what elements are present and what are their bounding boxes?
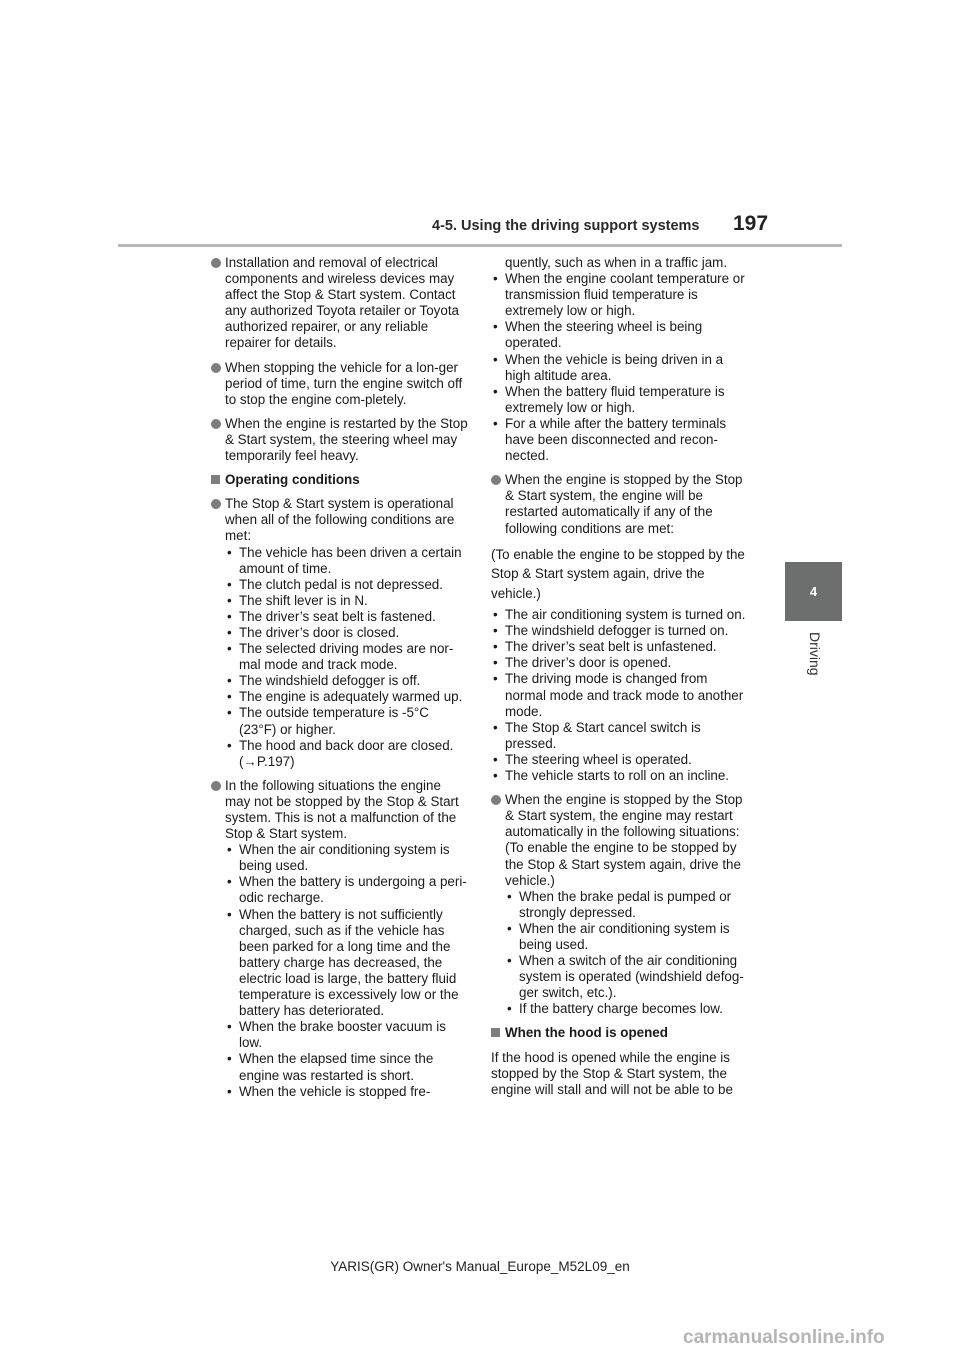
right-column: [491, 255, 749, 1104]
note-paragraph: When the engine is restarted by the Stop & Start system, the steering wheel may temporarily feel heavy.: [211, 416, 469, 464]
auto-restart-list: [505, 889, 749, 1018]
list-item: • When the brake pedal is pumped or strongly depressed.: [505, 889, 749, 921]
list-item: • The driver’s seat belt is unfastened.: [491, 639, 749, 655]
list-item: • The clutch pedal is not depressed.: [225, 577, 469, 593]
list-item: • For a while after the battery terminals have been disconnected and recon-nected.: [491, 416, 749, 464]
list-item: • When the air conditioning system is being used.: [225, 842, 469, 874]
section-title: 4-5. Using the driving support systems: [432, 218, 700, 234]
left-column: [211, 255, 469, 1108]
list-item: • When a switch of the air conditioning system is operated (windshield defog-ger switch, etc.).: [505, 953, 749, 1001]
chapter-tab[interactable]: [785, 562, 842, 621]
note-paragraph: When the engine is stopped by the Stop & Start system, the engine will be restarted automatically if any of the following conditions are met:: [491, 472, 749, 536]
chapter-number: 4: [809, 584, 818, 599]
list-item: • If the battery charge becomes low.: [505, 1001, 749, 1017]
note-paragraph: [491, 792, 749, 1017]
list-item: • When the battery fluid temperature is extremely low or high.: [491, 384, 749, 416]
list-item: • The windshield defogger is turned on.: [491, 623, 749, 639]
list-item: • The vehicle has been driven a certain amount of time.: [225, 545, 469, 577]
list-item: • When the elapsed time since the engine was restarted is short.: [225, 1051, 469, 1083]
note-paragraph: [211, 778, 469, 1100]
list-item: • The driver’s door is closed.: [225, 625, 469, 641]
chapter-name: Driving: [807, 632, 823, 676]
section-heading-operating-conditions: Operating conditions: [211, 472, 469, 488]
note-paragraph: Installation and removal of electrical components and wireless devices may affect the Stop & Start system. Contact any authorized Toyota retailer or Toyota authorized repairer, or any reliable repairer for details.: [211, 255, 469, 352]
situation-list: [225, 842, 469, 1100]
list-item: • When the battery is undergoing a peri-odic recharge.: [225, 874, 469, 906]
list-item: • When the engine coolant temperature or transmission fluid temperature is extremely low or high.: [491, 271, 749, 319]
list-item: • When the battery is not sufficiently charged, such as if the vehicle has been parked for a long time and the battery charge has decreased, the electric load is large, the battery fluid temperature is excessively low or the battery has deteriorated.: [225, 907, 469, 1020]
list-item: • The windshield defogger is off.: [225, 673, 469, 689]
watermark-text: carmanualsonline.info: [683, 1327, 885, 1348]
list-item: • The vehicle starts to roll on an incline.: [491, 768, 749, 784]
section-heading-hood-opened: When the hood is opened: [491, 1025, 749, 1041]
note-text: (To enable the engine to be stopped by the Stop & Start system again, drive the vehicle.): [491, 546, 745, 601]
list-item: • The shift lever is in N.: [225, 593, 469, 609]
list-item: • The driver’s door is opened.: [491, 655, 749, 671]
paragraph-text: The Stop & Start system is operational when all of the following conditions are met:: [225, 496, 455, 544]
restart-condition-list: [491, 607, 749, 784]
list-item: • The driving mode is changed from normal mode and track mode to another mode.: [491, 671, 749, 719]
list-item: • When the steering wheel is being operated.: [491, 319, 749, 351]
footer-manual-id: YARIS(GR) Owner's Manual_Europe_M52L09_en: [330, 1259, 630, 1274]
list-item: • The steering wheel is operated.: [491, 752, 749, 768]
list-item: • When the vehicle is stopped fre-: [225, 1084, 469, 1100]
note-paragraph: [211, 496, 469, 770]
header-divider: [118, 244, 842, 247]
list-item: • The outside temperature is -5°C (23°F) or higher.: [225, 705, 469, 737]
page-number: 197: [733, 212, 769, 235]
list-item: • The engine is adequately warmed up.: [225, 689, 469, 705]
note-paragraph: When stopping the vehicle for a lon-ger period of time, turn the engine switch off to stop the engine com-pletely.: [211, 360, 469, 408]
list-item: • The air conditioning system is turned on.: [491, 607, 749, 623]
situation-list-continued: [491, 255, 749, 464]
paragraph-text: When the engine is stopped by the Stop & Start system, the engine may restart automatically in the following situations: (To enable the engine to be stopped by the Stop & Start system again, drive the vehicle.): [505, 792, 743, 888]
list-item: • The Stop & Start cancel switch is pressed.: [491, 720, 749, 752]
list-item: • The driver’s seat belt is fastened.: [225, 609, 469, 625]
condition-list: [225, 545, 469, 770]
list-item: • The selected driving modes are nor-mal mode and track mode.: [225, 641, 469, 673]
list-item-page-reference[interactable]: • The hood and back door are closed. (→P.197): [225, 738, 469, 770]
list-item-continuation: quently, such as when in a traffic jam.: [505, 255, 728, 270]
paragraph-text: In the following situations the engine may not be stopped by the Stop & Start system. This is not a malfunction of the Stop & Start system.: [225, 777, 459, 842]
paragraph-text: If the hood is opened while the engine is stopped by the Stop & Start system, the engine will stall and will not be able to be: [491, 1049, 733, 1097]
list-item: • When the vehicle is being driven in a high altitude area.: [491, 352, 749, 384]
chapter-label-wrapper: [805, 632, 825, 692]
list-item: • When the air conditioning system is being used.: [505, 921, 749, 953]
list-item: • When the brake booster vacuum is low.: [225, 1019, 469, 1051]
